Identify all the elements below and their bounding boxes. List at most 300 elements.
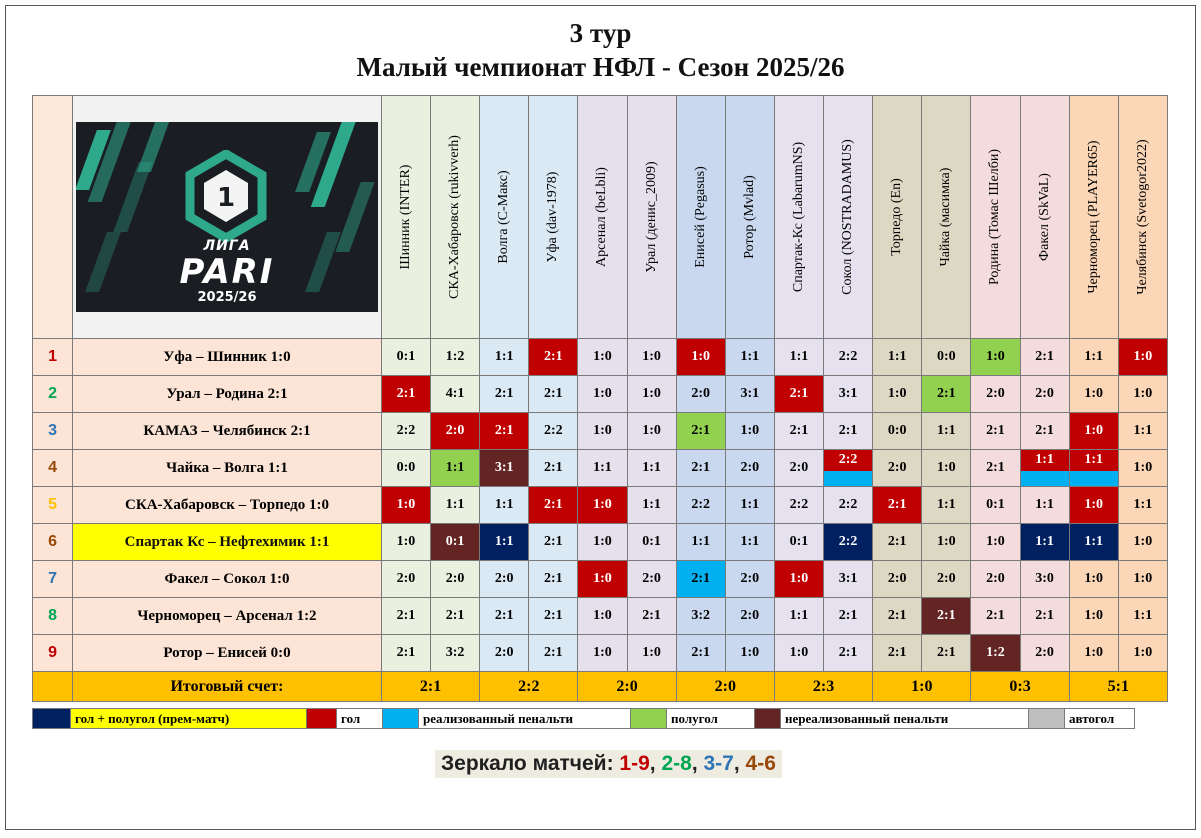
score-cell xyxy=(1069,487,1118,524)
total-score: 2:1 xyxy=(381,672,479,702)
total-score: 2:0 xyxy=(578,672,676,702)
score-value: 1:1 xyxy=(593,460,612,475)
score-cell xyxy=(529,450,578,487)
score-cell xyxy=(873,450,922,487)
score-cell xyxy=(922,524,971,561)
legend-prem-swatch xyxy=(33,709,71,729)
player-header xyxy=(774,96,823,339)
logo-brand-text: PARI xyxy=(179,252,275,292)
score-value: 2:0 xyxy=(445,571,465,586)
legend-goal-label: гол xyxy=(337,709,383,729)
score-cell xyxy=(824,339,873,376)
match-number: 5 xyxy=(33,487,73,524)
score-value: 1:1 xyxy=(494,534,514,549)
player-header xyxy=(1069,96,1118,339)
totals-spacer xyxy=(33,672,73,702)
score-cell xyxy=(381,635,430,672)
player-name: Шинник (INTER) xyxy=(397,164,413,270)
score-cell xyxy=(529,598,578,635)
score-value: 2:0 xyxy=(494,645,514,660)
score-cell xyxy=(431,413,480,450)
score-cell xyxy=(1069,561,1118,598)
penalty-strip xyxy=(1021,471,1069,486)
score-value: 2:0 xyxy=(937,571,956,586)
score-value: 2:0 xyxy=(396,571,416,586)
mirror-sep-3: , xyxy=(733,752,746,775)
score-cell xyxy=(676,339,725,376)
score-value: 3:1 xyxy=(494,460,514,475)
score-cell xyxy=(725,561,774,598)
score-value: 0:0 xyxy=(396,460,416,475)
score-cell xyxy=(824,598,873,635)
score-value: 2:1 xyxy=(494,608,514,623)
score-cell xyxy=(922,561,971,598)
score-cell xyxy=(922,339,971,376)
score-cell xyxy=(578,635,627,672)
penalty-strip xyxy=(824,471,872,486)
score-cell xyxy=(1020,524,1069,561)
score-value: 2:2 xyxy=(838,497,858,512)
score-value: 1:0 xyxy=(937,460,956,475)
score-value: 1:0 xyxy=(740,645,760,660)
match-label: КАМАЗ – Челябинск 2:1 xyxy=(73,413,382,450)
score-cell xyxy=(873,487,922,524)
mirror-pair-2: 2-8 xyxy=(661,752,692,775)
hexagon-emblem-icon xyxy=(184,150,268,242)
score-cell xyxy=(971,376,1020,413)
score-cell xyxy=(381,450,430,487)
score-cell xyxy=(1118,450,1167,487)
score-value: 2:0 xyxy=(1035,386,1054,401)
score-cell xyxy=(627,635,676,672)
score-cell xyxy=(725,376,774,413)
score-value: 2:1 xyxy=(544,349,563,364)
player-header xyxy=(381,96,430,339)
score-value: 2:1 xyxy=(691,645,711,660)
score-value: 2:1 xyxy=(1035,349,1054,364)
score-value: 1:1 xyxy=(1084,534,1104,549)
score-cell xyxy=(971,339,1020,376)
score-cell xyxy=(480,524,529,561)
score-value: 2:1 xyxy=(691,571,711,586)
score-cell xyxy=(774,413,823,450)
score-value: 2:2 xyxy=(838,534,858,549)
score-cell xyxy=(824,413,873,450)
score-value: 1:0 xyxy=(887,386,907,401)
score-cell xyxy=(480,635,529,672)
score-cell xyxy=(1118,524,1167,561)
player-name: Торпедо (En) xyxy=(889,178,905,256)
player-name: Родина (Томас Шелби) xyxy=(987,148,1003,286)
score-value: 1:0 xyxy=(1133,571,1153,586)
score-cell xyxy=(1118,376,1167,413)
legend xyxy=(32,708,1135,729)
score-cell xyxy=(627,450,676,487)
score-value: 0:1 xyxy=(445,534,465,549)
score-value: 2:1 xyxy=(691,423,711,438)
score-value: 1:1 xyxy=(887,349,907,364)
score-value: 1:0 xyxy=(396,534,416,549)
score-value: 0:1 xyxy=(789,534,809,549)
score-value: 2:1 xyxy=(544,386,563,401)
player-header xyxy=(725,96,774,339)
score-value: 1:1 xyxy=(789,349,809,364)
score-cell xyxy=(1118,487,1167,524)
score-value: 1:1 xyxy=(642,497,661,512)
score-cell xyxy=(627,487,676,524)
score-cell xyxy=(873,376,922,413)
score-cell xyxy=(824,635,873,672)
score-cell xyxy=(431,524,480,561)
player-header xyxy=(922,96,971,339)
player-name: Черноморец (PLAYER65) xyxy=(1085,140,1101,294)
score-value: 2:0 xyxy=(1035,645,1054,660)
score-value: 2:1 xyxy=(887,534,907,549)
score-value: 2:0 xyxy=(642,571,661,586)
score-cell xyxy=(627,413,676,450)
score-value: 3:2 xyxy=(445,645,465,660)
score-value: 2:1 xyxy=(494,423,514,438)
logo-cell xyxy=(73,96,382,339)
legend-prem-label: гол + полугол (прем-матч) xyxy=(71,709,307,729)
score-value: 1:1 xyxy=(937,423,956,438)
player-name: Ротор (Mvlad) xyxy=(741,175,757,259)
score-value: 1:1 xyxy=(642,460,661,475)
match-number: 9 xyxy=(33,635,73,672)
score-cell xyxy=(725,339,774,376)
score-cell xyxy=(922,450,971,487)
score-cell xyxy=(381,339,430,376)
match-label: Чайка – Волга 1:1 xyxy=(73,450,382,487)
match-number: 2 xyxy=(33,376,73,413)
score-value: 1:1 xyxy=(740,497,760,512)
match-row xyxy=(33,635,1168,672)
match-number: 3 xyxy=(33,413,73,450)
score-cell xyxy=(431,598,480,635)
score-cell xyxy=(529,561,578,598)
score-value: 1:0 xyxy=(986,349,1005,364)
score-value: 1:0 xyxy=(642,645,661,660)
player-name: Арсенал (beLbli) xyxy=(594,167,610,267)
score-cell xyxy=(922,598,971,635)
corner-cell xyxy=(33,96,73,339)
score-value: 2:0 xyxy=(789,460,809,475)
score-cell xyxy=(529,413,578,450)
score-value: 1:0 xyxy=(740,423,760,438)
score-value: 2:2 xyxy=(789,497,809,512)
score-cell xyxy=(627,561,676,598)
score-value: 1:0 xyxy=(789,571,809,586)
legend-penalty-swatch xyxy=(383,709,419,729)
penalty-strip xyxy=(1070,471,1118,486)
match-number: 1 xyxy=(33,339,73,376)
score-cell xyxy=(578,413,627,450)
match-label: Урал – Родина 2:1 xyxy=(73,376,382,413)
match-number: 6 xyxy=(33,524,73,561)
score-value: 1:1 xyxy=(494,349,514,364)
score-cell xyxy=(922,413,971,450)
score-value: 2:1 xyxy=(691,460,711,475)
score-cell xyxy=(1020,376,1069,413)
header-row xyxy=(33,96,1168,339)
score-value: 1:0 xyxy=(593,645,612,660)
score-cell xyxy=(1118,413,1167,450)
score-value: 2:1 xyxy=(887,608,907,623)
score-cell xyxy=(627,524,676,561)
score-cell xyxy=(922,635,971,672)
legend-missed-swatch xyxy=(755,709,781,729)
score-value: 1:0 xyxy=(1133,349,1153,364)
score-cell xyxy=(1069,413,1118,450)
score-cell xyxy=(873,598,922,635)
score-value: 2:2 xyxy=(838,452,858,467)
score-value: 2:1 xyxy=(544,497,563,512)
match-row xyxy=(33,339,1168,376)
score-cell xyxy=(774,598,823,635)
score-value: 2:1 xyxy=(986,460,1005,475)
score-value: 3:1 xyxy=(740,386,760,401)
total-score: 2:3 xyxy=(774,672,872,702)
score-value: 0:0 xyxy=(937,349,956,364)
score-cell xyxy=(529,635,578,672)
score-value: 1:1 xyxy=(789,608,809,623)
score-cell xyxy=(1069,524,1118,561)
score-cell xyxy=(529,376,578,413)
score-value: 1:0 xyxy=(593,534,612,549)
score-value: 2:1 xyxy=(494,386,514,401)
player-name: Сокол (NOSTRADAMUS) xyxy=(840,139,856,295)
score-cell xyxy=(774,376,823,413)
score-cell xyxy=(578,487,627,524)
player-header xyxy=(627,96,676,339)
legend-owngoal-swatch xyxy=(1029,709,1065,729)
score-cell xyxy=(480,413,529,450)
score-cell xyxy=(1020,487,1069,524)
score-cell xyxy=(873,413,922,450)
score-value: 2:1 xyxy=(544,645,563,660)
score-value: 1:0 xyxy=(1133,386,1153,401)
score-cell xyxy=(725,487,774,524)
score-cell xyxy=(627,339,676,376)
legend-missed-label: нереализованный пенальти xyxy=(781,709,1029,729)
score-value: 1:0 xyxy=(789,645,809,660)
score-value: 1:1 xyxy=(1133,497,1153,512)
score-value: 1:2 xyxy=(445,349,465,364)
score-value: 1:1 xyxy=(691,534,711,549)
score-value: 3:1 xyxy=(838,571,858,586)
score-value: 2:1 xyxy=(789,423,809,438)
round-title: 3 тур xyxy=(569,18,632,48)
player-name: СКА-Хабаровск (rukivverh) xyxy=(447,135,463,299)
mirror-label: Зеркало матчей: xyxy=(441,752,614,775)
total-score: 1:0 xyxy=(873,672,971,702)
score-value: 4:1 xyxy=(445,386,465,401)
score-cell xyxy=(1020,413,1069,450)
score-value: 2:2 xyxy=(691,497,711,512)
score-value: 1:1 xyxy=(740,534,760,549)
score-value: 2:0 xyxy=(691,386,711,401)
score-value: 1:2 xyxy=(986,645,1005,660)
score-cell xyxy=(676,561,725,598)
score-value: 2:2 xyxy=(838,349,858,364)
score-value: 1:0 xyxy=(986,534,1005,549)
score-cell xyxy=(381,413,430,450)
score-value: 1:1 xyxy=(445,460,465,475)
score-value: 3:1 xyxy=(838,386,858,401)
score-cell xyxy=(725,635,774,672)
score-cell xyxy=(1020,450,1069,487)
score-cell xyxy=(774,524,823,561)
match-row xyxy=(33,413,1168,450)
score-value: 2:1 xyxy=(396,608,416,623)
total-score: 2:2 xyxy=(480,672,578,702)
score-cell xyxy=(774,487,823,524)
score-value: 1:0 xyxy=(593,608,612,623)
score-value: 1:1 xyxy=(494,497,514,512)
score-value: 2:1 xyxy=(1035,608,1054,623)
player-name: Спартак-Кс (LabarumNS) xyxy=(790,141,806,293)
score-value: 1:1 xyxy=(1133,608,1153,623)
liga-pari-logo xyxy=(76,122,378,312)
score-value: 2:1 xyxy=(937,386,956,401)
score-cell xyxy=(627,376,676,413)
score-value: 1:0 xyxy=(1084,645,1104,660)
score-cell xyxy=(578,524,627,561)
player-header xyxy=(1020,96,1069,339)
player-name: Факел (SkVaL) xyxy=(1036,173,1052,261)
score-value: 2:0 xyxy=(494,571,514,586)
score-cell xyxy=(1069,339,1118,376)
score-value: 2:0 xyxy=(887,571,907,586)
score-value: 0:1 xyxy=(396,349,416,364)
score-value: 1:0 xyxy=(1084,608,1104,623)
score-cell xyxy=(431,339,480,376)
score-value: 2:1 xyxy=(887,645,907,660)
score-cell xyxy=(1118,561,1167,598)
score-value: 1:0 xyxy=(1084,571,1104,586)
score-value: 1:0 xyxy=(593,423,612,438)
total-score: 0:3 xyxy=(971,672,1069,702)
score-value: 1:1 xyxy=(445,497,465,512)
score-value: 2:0 xyxy=(445,423,465,438)
match-number: 8 xyxy=(33,598,73,635)
score-value: 1:0 xyxy=(642,423,661,438)
player-name: Волга (С-Макс) xyxy=(496,170,512,264)
score-cell xyxy=(676,450,725,487)
score-value: 2:1 xyxy=(838,608,858,623)
score-value: 2:1 xyxy=(937,645,956,660)
score-cell xyxy=(627,598,676,635)
score-cell xyxy=(578,598,627,635)
score-cell xyxy=(1020,561,1069,598)
score-cell xyxy=(725,413,774,450)
player-header xyxy=(578,96,627,339)
match-label: Черноморец – Арсенал 1:2 xyxy=(73,598,382,635)
mirror-sep-1: , xyxy=(649,752,662,775)
score-cell xyxy=(824,524,873,561)
score-value: 1:0 xyxy=(396,497,416,512)
score-value: 1:1 xyxy=(1035,497,1054,512)
score-value: 1:1 xyxy=(1035,534,1054,549)
total-score: 5:1 xyxy=(1069,672,1167,702)
score-cell xyxy=(480,450,529,487)
score-cell xyxy=(578,339,627,376)
player-name: Урал (денис_2009) xyxy=(643,161,659,273)
score-cell xyxy=(774,339,823,376)
score-cell xyxy=(381,487,430,524)
score-cell xyxy=(1069,376,1118,413)
legend-penalty-label: реализованный пенальти xyxy=(419,709,631,729)
score-value: 2:0 xyxy=(986,571,1005,586)
score-value: 2:1 xyxy=(396,645,416,660)
match-label: Спартак Кс – Нефтехимик 1:1 xyxy=(73,524,382,561)
totals-label: Итоговый счет: xyxy=(73,672,382,702)
score-cell xyxy=(725,450,774,487)
score-value: 2:2 xyxy=(544,423,563,438)
score-cell xyxy=(480,598,529,635)
score-cell xyxy=(1069,598,1118,635)
score-value: 1:0 xyxy=(937,534,956,549)
score-value: 2:1 xyxy=(1035,423,1054,438)
score-cell xyxy=(1118,635,1167,672)
score-cell xyxy=(971,598,1020,635)
player-header xyxy=(431,96,480,339)
score-value: 2:1 xyxy=(789,386,809,401)
score-cell xyxy=(774,561,823,598)
legend-half-swatch xyxy=(631,709,667,729)
match-label: Факел – Сокол 1:0 xyxy=(73,561,382,598)
score-value: 1:1 xyxy=(1035,452,1054,467)
match-row xyxy=(33,524,1168,561)
score-cell xyxy=(1069,635,1118,672)
score-cell xyxy=(824,376,873,413)
score-value: 2:1 xyxy=(642,608,661,623)
score-cell xyxy=(1020,339,1069,376)
score-value: 2:2 xyxy=(396,423,416,438)
score-cell xyxy=(480,561,529,598)
score-value: 1:0 xyxy=(593,497,612,512)
score-value: 0:0 xyxy=(887,423,907,438)
score-cell xyxy=(873,339,922,376)
score-value: 2:0 xyxy=(740,608,760,623)
score-value: 2:1 xyxy=(986,608,1005,623)
score-cell xyxy=(774,450,823,487)
score-cell xyxy=(431,487,480,524)
player-name: Енисей (Pegasus) xyxy=(692,166,708,268)
mirror-pair-4: 4-6 xyxy=(745,752,776,775)
score-value: 2:1 xyxy=(887,497,907,512)
score-value: 2:1 xyxy=(544,534,563,549)
score-cell xyxy=(431,450,480,487)
match-row xyxy=(33,450,1168,487)
score-value: 1:0 xyxy=(642,386,661,401)
logo-digit: 1 xyxy=(216,183,236,213)
score-cell xyxy=(431,376,480,413)
score-value: 2:1 xyxy=(544,608,563,623)
score-cell xyxy=(971,635,1020,672)
score-cell xyxy=(1118,339,1167,376)
score-cell xyxy=(381,561,430,598)
score-value: 1:0 xyxy=(1133,645,1153,660)
score-cell xyxy=(1020,598,1069,635)
mirror-matches xyxy=(435,750,782,778)
match-number: 7 xyxy=(33,561,73,598)
score-cell xyxy=(971,524,1020,561)
total-score: 2:0 xyxy=(676,672,774,702)
player-header xyxy=(480,96,529,339)
legend-owngoal-label: автогол xyxy=(1065,709,1135,729)
score-cell xyxy=(529,339,578,376)
